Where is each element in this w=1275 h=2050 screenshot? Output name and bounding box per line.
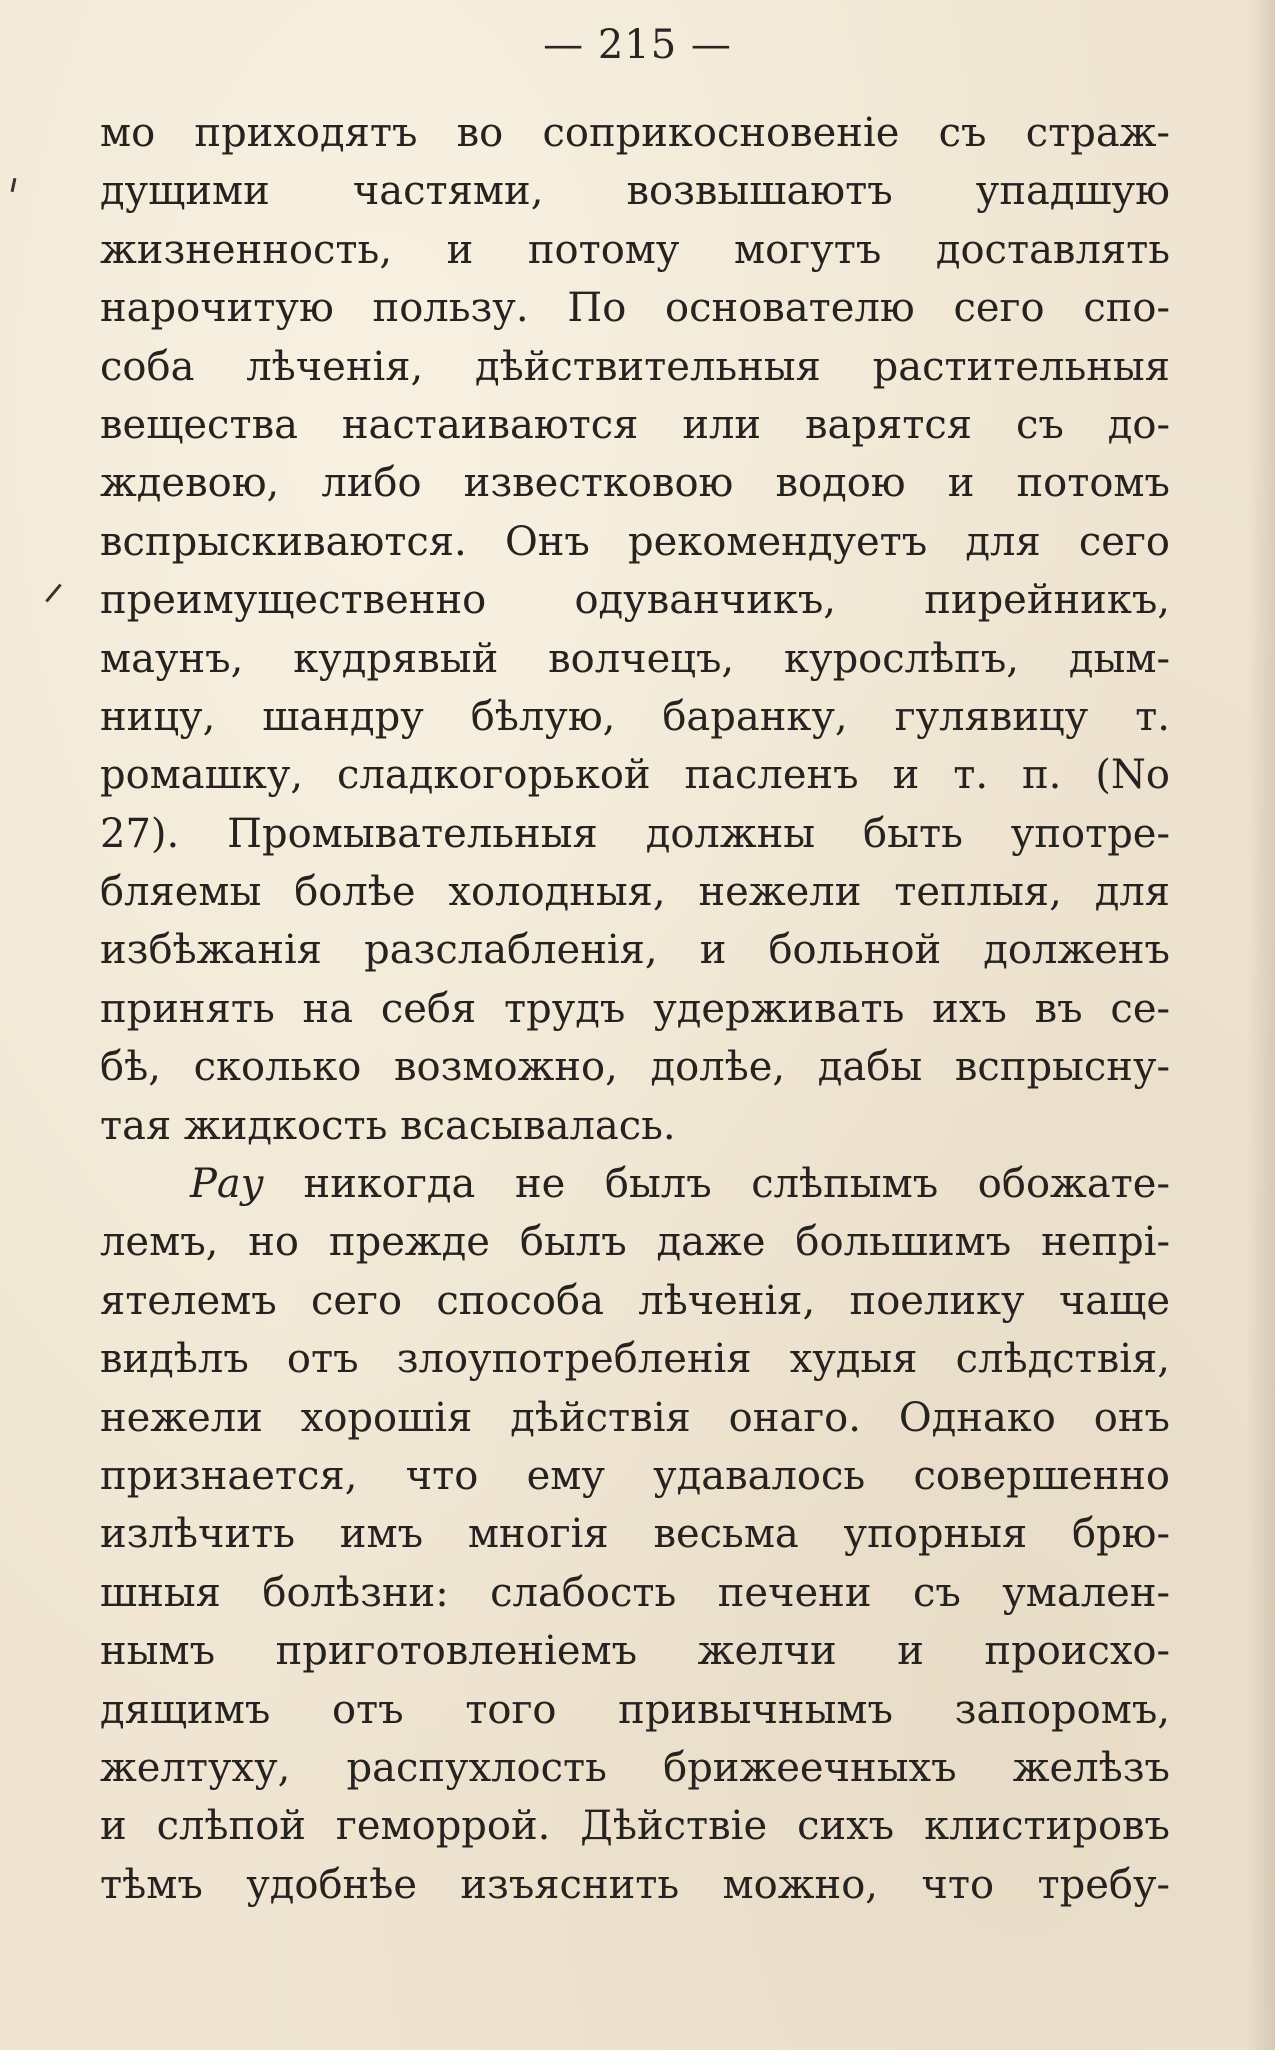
text-line: бѣ, сколько возможно, долѣе, дабы вспрысну- — [100, 1044, 1170, 1091]
text-line: нежели хорошія дѣйствія онаго. Однако онъ — [100, 1394, 1170, 1441]
text-line: лемъ, но прежде былъ даже большимъ непрі- — [100, 1219, 1170, 1266]
text-line: принять на себя трудъ удерживать ихъ въ се- — [100, 985, 1170, 1032]
text-line: нымъ приготовленіемъ желчи и происхо- — [100, 1628, 1170, 1675]
margin-mark-left-top — [11, 178, 17, 192]
text-line: ромашку, сладкогорькой пасленъ и т. п. (No — [100, 752, 1170, 799]
text-line: 27). Промывательныя должны быть употре- — [100, 810, 1170, 857]
paragraph-2 — [100, 1155, 1170, 1914]
text-fragment: никогда не былъ слѣпымъ обожате- — [303, 1161, 1170, 1208]
text-line: ницу, шандру бѣлую, баранку, гулявицу т. — [100, 693, 1170, 740]
text-line: признается, что ему удавалось совершенно — [100, 1452, 1170, 1499]
text-line: шныя болѣзни: слабость печени съ умален- — [100, 1569, 1170, 1616]
paragraph-1 — [100, 104, 1170, 1155]
text-line: тая жидкость всасывалась. — [100, 1102, 676, 1149]
text-line: желтуху, распухлость брижеечныхъ желѣзъ — [100, 1744, 1170, 1791]
text-line: и слѣпой геморрой. Дѣйствіе сихъ клистировъ — [100, 1803, 1170, 1850]
text-line: вспрыскиваются. Онъ рекомендуетъ для сего — [100, 518, 1170, 565]
text-line: преимущественно одуванчикъ, пирейникъ, — [100, 577, 1170, 624]
author-name: Рау — [190, 1161, 264, 1208]
text-line: мо приходятъ во соприкосновеніе съ страж- — [100, 110, 1170, 156]
page-edge-shadow — [1247, 0, 1275, 2050]
text-line: вещества настаиваются или варятся съ до- — [100, 401, 1170, 448]
margin-mark-left-mid — [45, 584, 61, 603]
text-line: нарочитую пользу. По основателю сего спо- — [100, 285, 1170, 332]
text-line-first — [100, 1155, 1170, 1213]
page-body — [100, 104, 1170, 1914]
text-line: ятелемъ сего способа лѣченія, поелику чаще — [100, 1277, 1170, 1324]
text-line: тѣмъ удобнѣе изъяснить можно, что требу- — [100, 1861, 1170, 1908]
text-line: бляемы болѣе холодныя, нежели теплыя, для — [100, 869, 1170, 916]
text-line: жизненность, и потому могутъ доставлять — [100, 226, 1170, 273]
text-line: ждевою, либо известковою водою и потомъ — [100, 460, 1170, 507]
text-line: маунъ, кудрявый волчецъ, курослѣпъ, дым- — [100, 635, 1170, 682]
text-line: дущими частями, возвышаютъ упадшую — [100, 168, 1170, 215]
text-line: соба лѣченія, дѣйствительныя растительныя — [100, 343, 1170, 390]
text-line: избѣжанія разслабленія, и больной долженъ — [100, 927, 1170, 974]
text-line: дящимъ отъ того привычнымъ запоромъ, — [100, 1686, 1170, 1733]
text-line: излѣчить имъ многія весьма упорныя брю- — [100, 1511, 1170, 1558]
page-number: — 215 — — [543, 22, 732, 68]
text-line: видѣлъ отъ злоупотребленія худыя слѣдствія, — [100, 1336, 1170, 1383]
